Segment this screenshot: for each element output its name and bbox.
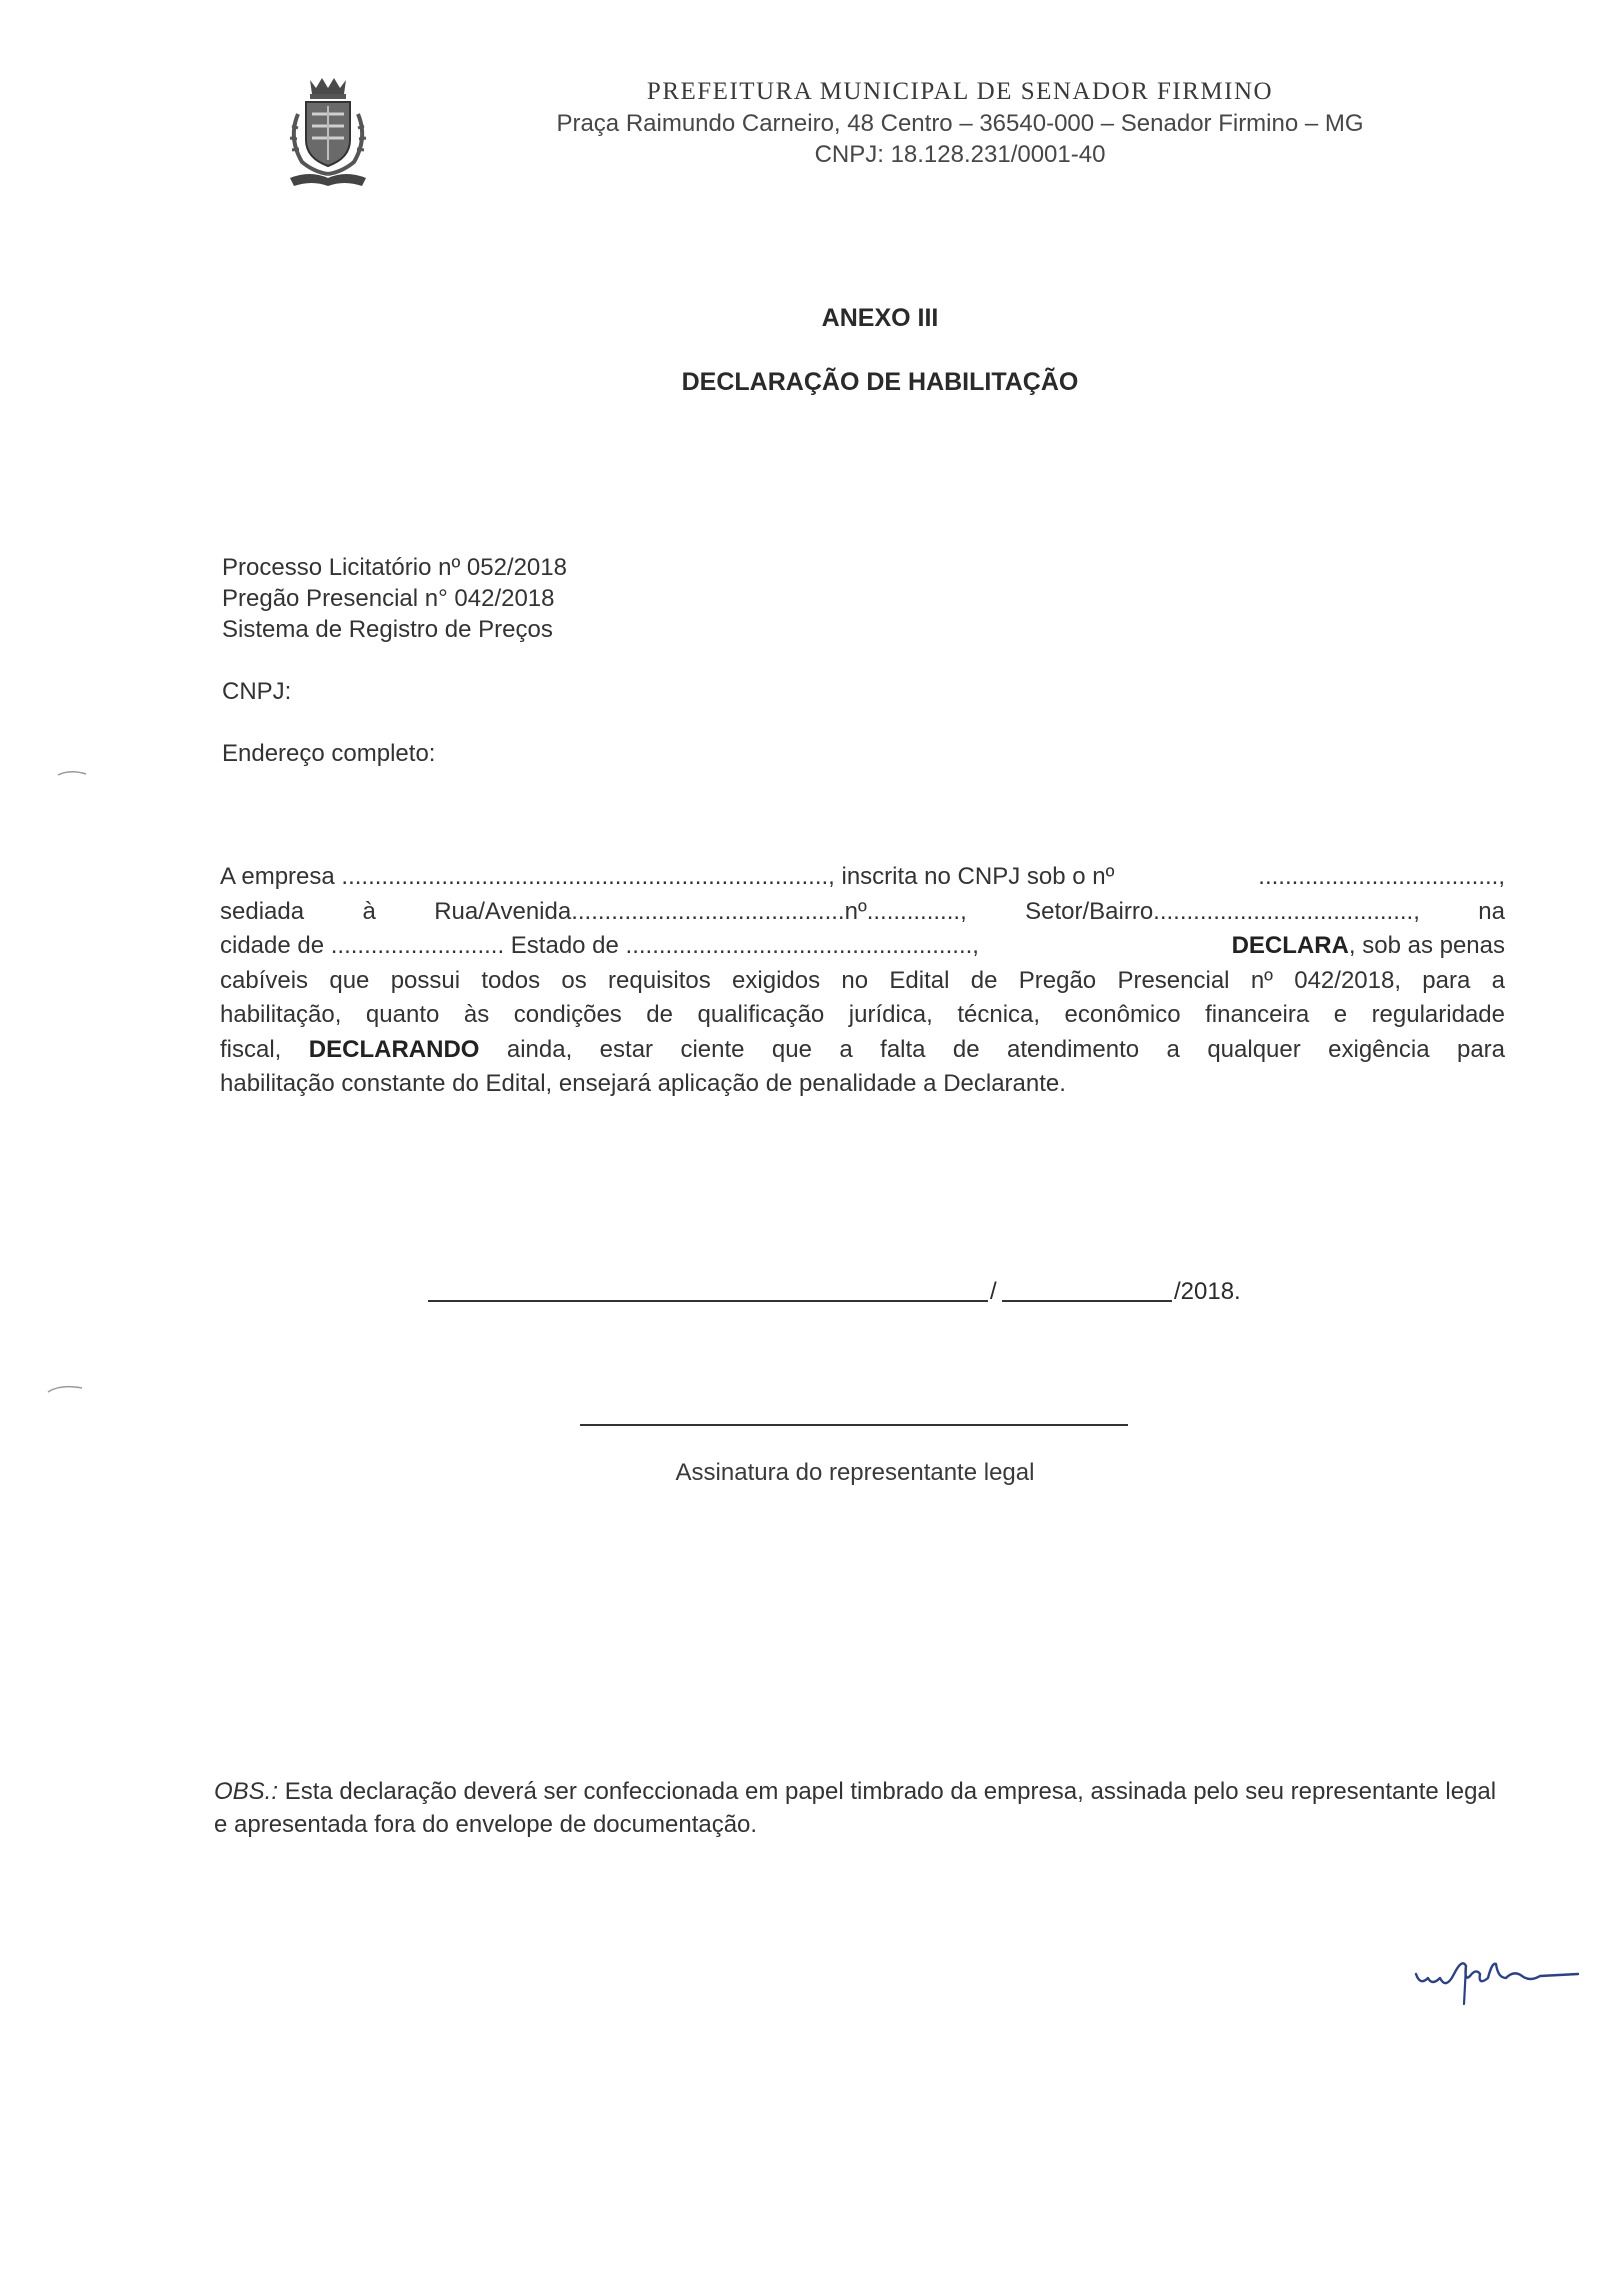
- obs-text: Esta declaração deverá ser confeccionada em papel timbrado da empresa, assinada pelo seu representante legal e apresentada fora do envelope de documentação.: [214, 1778, 1497, 1838]
- handwritten-initials: [1410, 1952, 1585, 2014]
- registry-system: Sistema de Registro de Preços: [222, 616, 553, 643]
- body-line-6: [220, 1033, 1505, 1068]
- obs-prefix: OBS.:: [214, 1778, 279, 1805]
- header-cnpj: CNPJ: 18.128.231/0001-40: [814, 141, 1106, 168]
- cnpj-dots: ....................................,: [1258, 863, 1505, 890]
- declara-bold: DECLARA: [1231, 932, 1349, 959]
- header-address: Praça Raimundo Carneiro, 48 Centro – 36540-000 – Senador Firmino – MG: [556, 110, 1364, 137]
- body-line-4: cabíveis que possui todos os requisitos exigidos no Edital de Pregão Presencial nº 042/2018, para a: [220, 966, 1505, 994]
- place-blank-line: [428, 1300, 988, 1302]
- body-text: fiscal,: [220, 1035, 282, 1063]
- cnpj-field-label: CNPJ:: [222, 678, 292, 705]
- declara-text: [1232, 929, 1505, 964]
- municipal-coat-of-arms-icon: [280, 74, 376, 192]
- district-field-text: Setor/Bairro.......................................,: [1025, 897, 1420, 925]
- annex-title: ANEXO III: [821, 304, 939, 332]
- date-slash: /: [990, 1278, 997, 1305]
- body-text: na: [1478, 897, 1505, 925]
- signature-label: Assinatura do representante legal: [675, 1459, 1035, 1486]
- scan-artifact-mark: [46, 1382, 86, 1396]
- body-line-7: habilitação constante do Edital, ensejará aplicação de penalidade a Declarante.: [220, 1070, 1066, 1097]
- header-org-name: PREFEITURA MUNICIPAL DE SENADOR FIRMINO: [646, 78, 1274, 105]
- body-text: ainda, estar ciente que a falta de atendimento a qualquer exigência para: [506, 1035, 1505, 1063]
- city-state-field-text: cidade de .......................... Estado de ....................................................,: [220, 932, 979, 959]
- body-text: sediada: [220, 897, 305, 925]
- observation-note: [214, 1775, 1514, 1841]
- scan-artifact-mark: [56, 768, 90, 778]
- body-line-1: [220, 860, 1505, 895]
- street-field-text: Rua/Avenida.........................................nº..............,: [434, 897, 967, 925]
- body-line-2: [220, 895, 1505, 930]
- date-blank-line: [1002, 1300, 1172, 1302]
- body-text: , sob as penas: [1348, 932, 1505, 959]
- signature-line: [580, 1424, 1128, 1426]
- pregao-number: Pregão Presencial n° 042/2018: [222, 585, 555, 612]
- declaration-body: [220, 860, 1505, 1102]
- body-text: à: [362, 897, 376, 925]
- declarando-bold: DECLARANDO: [308, 1035, 480, 1063]
- declaration-title: DECLARAÇÃO DE HABILITAÇÃO: [681, 368, 1079, 396]
- company-field-text: A empresa ........................................................................., inscrita no CNPJ sob o nº: [220, 863, 1115, 890]
- process-number: Processo Licitatório nº 052/2018: [222, 554, 567, 581]
- address-field-label: Endereço completo:: [222, 740, 436, 767]
- date-line: [428, 1276, 1288, 1306]
- body-line-5: habilitação, quanto às condições de qualificação jurídica, técnica, econômico financeira e regularidade: [220, 1001, 1505, 1028]
- body-line-3: [220, 929, 1505, 964]
- date-year: /2018.: [1174, 1278, 1241, 1305]
